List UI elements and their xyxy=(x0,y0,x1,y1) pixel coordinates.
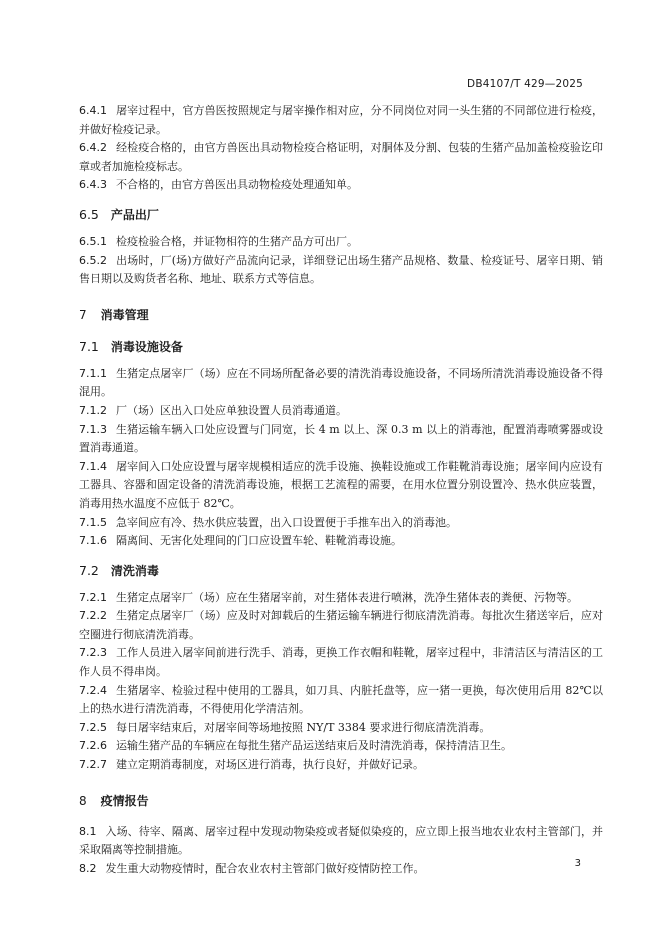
clause-7-1-6: 7.1.6 隔离间、无害化处理间的门口应设置车轮、鞋靴消毒设施。 xyxy=(79,534,402,548)
section-heading-6-5: 6.5 产品出厂 xyxy=(79,206,159,222)
clause-8-1: 8.1 入场、待宰、隔离、屠宰过程中发现动物染疫或者疑似染疫的，应立即上报当地农业农村主管部门，并采取隔离等控制措施。 xyxy=(79,824,603,857)
clause-6-4-3: 6.4.3 不合格的，由官方兽医出具动物检疫处理通知单。 xyxy=(79,178,358,192)
clause-7-2-5: 7.2.5 每日屠宰结束后，对屠宰间等场地按照 NY/T 3384 要求进行彻底清洗消毒。 xyxy=(79,720,491,734)
clause-7-1-1: 7.1.1 生猪定点屠宰厂（场）应在不同场所配备必要的清洗消毒设施设备，不同场所清洗消毒设施设备不得混用。 xyxy=(79,366,603,399)
clause-6-4-2: 6.4.2 经检疫合格的，由官方兽医出具动物检疫合格证明，对胴体及分割、包装的生猪产品加盖检疫验讫印章或者加施检疫标志。 xyxy=(79,141,603,173)
clause-7-1-2: 7.1.2 厂（场）区出入口处应单独设置人员消毒通道。 xyxy=(79,403,347,417)
chapter-heading-7: 7 消毒管理 xyxy=(79,307,149,322)
clause-7-1-5: 7.1.5 急宰间应有冷、热水供应装置，出入口设置便于手推车出入的消毒池。 xyxy=(79,515,457,529)
clause-6-5-2: 6.5.2 出场时，厂(场)方做好产品流向记录，详细登记出场生猪产品规格、数量、检疫证号、屠宰日期、销售日期以及购货者名称、地址、联系方式等信息。 xyxy=(79,253,603,286)
section-heading-7-2: 7.2 清洗消毒 xyxy=(79,562,159,578)
clause-6-5-1: 6.5.1 检疫检验合格，并证物相符的生猪产品方可出厂。 xyxy=(79,234,358,248)
section-heading-7-1: 7.1 消毒设施设备 xyxy=(79,338,183,354)
clause-8-2: 8.2 发生重大动物疫情时，配合农业农村主管部门做好疫情防控工作。 xyxy=(79,861,425,875)
clause-7-1-3: 7.1.3 生猪运输车辆入口处应设置与门同宽，长 4 m 以上、深 0.3 m 以上的消毒池，配置消毒喷雾器或设置消毒通道。 xyxy=(79,422,603,455)
clause-7-2-1: 7.2.1 生猪定点屠宰厂（场）应在生猪屠宰前，对生猪体表进行喷淋，洗净生猪体表的粪便、污物等。 xyxy=(79,590,578,604)
clause-7-2-7: 7.2.7 建立定期消毒制度，对场区进行消毒，执行良好，并做好记录。 xyxy=(79,758,424,772)
clause-7-2-2: 7.2.2 生猪定点屠宰厂（场）应及时对卸载后的生猪运输车辆进行彻底清洗消毒。每批次生猪送宰后，应对空圈进行彻底清洗消毒。 xyxy=(79,609,603,641)
clause-6-4-1: 6.4.1 屠宰过程中，官方兽医按照规定与屠宰操作相对应，分不同岗位对同一头生猪的不同部位进行检疫，并做好检疫记录。 xyxy=(79,104,603,136)
document-id: DB4107/T 429—2025 xyxy=(467,78,583,90)
clause-7-2-6: 7.2.6 运输生猪产品的车辆应在每批生猪产品运送结束后及时清洗消毒，保持清洁卫生。 xyxy=(79,739,512,753)
document-body xyxy=(79,102,603,878)
clause-7-2-3: 7.2.3 工作人员进入屠宰间前进行洗手、消毒，更换工作衣帽和鞋靴，屠宰过程中，非清洁区与清洁区的工作人员不得串岗。 xyxy=(79,646,603,679)
clause-7-1-4: 7.1.4 屠宰间入口处应设置与屠宰规模相适应的洗手设施、换鞋设施或工作鞋靴消毒设施；屠宰间内应设有工器具、容器和固定设备的清洗消毒设施，根据工艺流程的需要，在用水位置分别设置冷、热水供应装置，消毒用热水温度不应低于 82℃。 xyxy=(79,459,603,510)
clause-7-2-4: 7.2.4 生猪屠宰、检验过程中使用的工器具，如刀具、内脏托盘等，应一猪一更换，每次使用后用 82℃以上的热水进行清洗消毒，不得使用化学清洁剂。 xyxy=(79,683,603,716)
page-number: 3 xyxy=(574,858,581,869)
chapter-heading-8: 8 疫情报告 xyxy=(79,793,149,808)
